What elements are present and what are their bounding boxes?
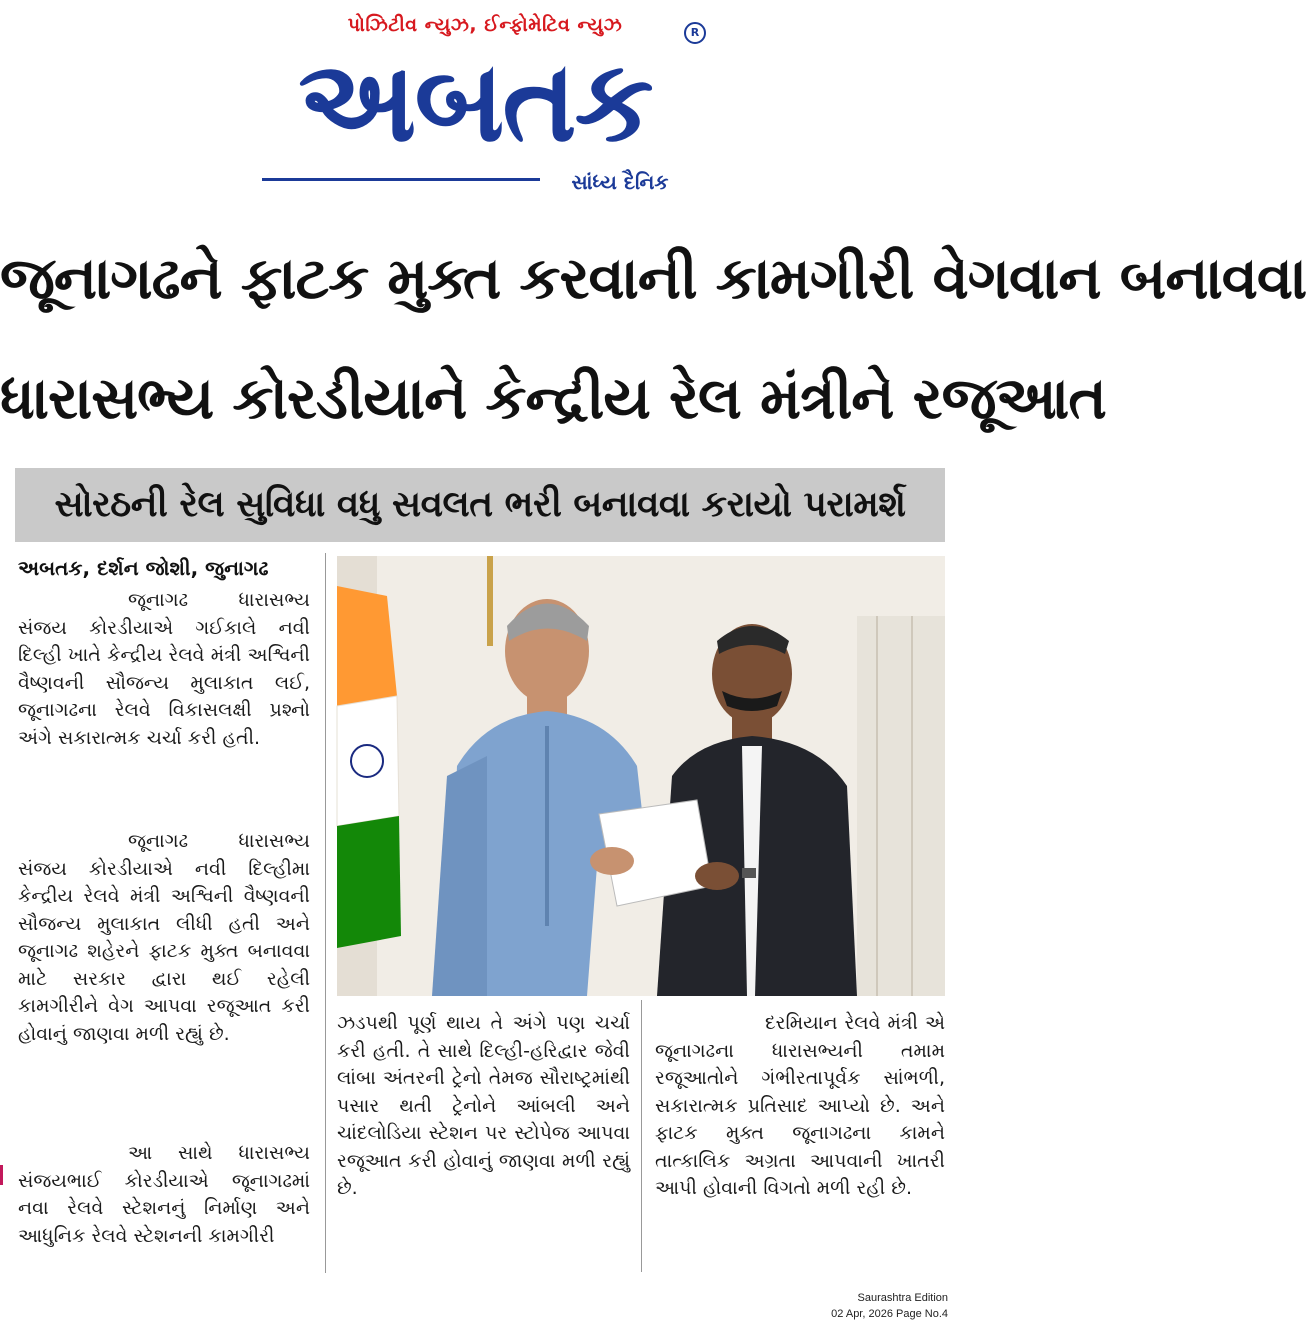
registered-mark-icon: R bbox=[684, 22, 706, 44]
news-photo bbox=[337, 556, 945, 996]
headline-line-1: જૂનાગઢને ફાટક મુક્ત કરવાની કામગીરી વેગવાન બનાવવા bbox=[0, 244, 1306, 312]
photo-illustration bbox=[337, 556, 945, 996]
masthead bbox=[0, 0, 960, 210]
byline: અબતક, દર્શન જોશી, જુનાગઢ bbox=[18, 556, 269, 580]
column-divider-1 bbox=[325, 553, 326, 1273]
logo-underline bbox=[262, 178, 540, 181]
masthead-tagline: પોઝિટીવ ન્યુઝ, ઈન્ફોમેટિવ ન્યુઝ bbox=[347, 14, 623, 36]
article-paragraph-5: દરમિયાન રેલવે મંત્રી એ જૂનાગઢના ધારાસભ્યની તમામ રજૂઆતોને ગંભીરતાપૂર્વક સાંભળી, સકારાત્મક પ્રતિસાદ આપ્યો છે. અને ફાટક મુક્ત જૂનાગઢના કામને તાત્કાલિક અગ્રતા આપવાની ખાતરી આપી હોવાની વિગતો મળી રહી છે. bbox=[655, 1012, 945, 1199]
subheadline-band bbox=[15, 468, 945, 542]
article-paragraph-3: આ સાથે ધારાસભ્ય સંજયભાઈ કોરડીયાએ જૂનાગઢમાં નવા રેલવે સ્ટેશનનું નિર્માણ અને આધુનિક રેલવે સ્ટેશનની કામગીરી bbox=[18, 1142, 310, 1247]
subheadline: સોરઠની રેલ સુવિધા વધુ સવલત ભરી બનાવવા કરાયો પરામર્શ bbox=[54, 484, 906, 525]
article-paragraph-4: ઝડપથી પૂર્ણ થાય તે અંગે પણ ચર્ચા કરી હતી. તે સાથે દિલ્હી-હરિદ્વાર જેવી લાંબા અંતરની ટ્રેનો તેમજ સૌરાષ્ટ્રમાંથી પસાર થતી ટ્રેનોને આંબલી અને ચાંદલોડિયા સ્ટેશન પર સ્ટોપેજ આપવા રજૂઆત કરી હોવાનું જાણવા મળી રહ્યું છે. bbox=[337, 1012, 630, 1199]
edition-name: Saurashtra Edition bbox=[857, 1292, 948, 1304]
article-paragraph-2: જૂનાગઢ ધારાસભ્ય સંજય કોરડીયાએ નવી દિલ્હીમા કેન્દ્રીય રેલવે મંત્રી અશ્વિની વૈષ્ણવની સૌજન્ય મુલાકાત લીધી હતી અને જૂનાગઢ શહેરને ફાટક મુક્ત બનાવવા માટે સરકાર દ્વારા થઈ રહેલી કામગીરીને વેગ આપવા રજૂઆત કરી હોવાનું જાણવા મળી રહ્યું છે. bbox=[18, 830, 310, 1045]
page-edge-marker bbox=[0, 1165, 3, 1185]
newspaper-logo: અબતક bbox=[298, 37, 652, 167]
headline-line-2: ધારાસભ્ય કોરડીયાને કેન્દ્રીય રેલ મંત્રીને રજૂઆત bbox=[0, 364, 1106, 432]
masthead-sub-brand: સાંધ્ય દૈનિક bbox=[571, 170, 669, 194]
article-paragraph-1: જૂનાગઢ ધારાસભ્ય સંજય કોરડીયાએ ગઈકાલે નવી દિલ્હી ખાતે કેન્દ્રીય રેલવે મંત્રી અશ્વિની વૈષ્ણવની સૌજન્ય મુલાકાત લઈ, જૂનાગઢના રેલવે વિકાસલક્ષી પ્રશ્નો અંગે સકારાત્મક ચર્ચા કરી હતી. bbox=[18, 589, 310, 749]
edition-date-page: 02 Apr, 2026 Page No.4 bbox=[831, 1308, 948, 1320]
edition-info bbox=[831, 1290, 948, 1322]
column-divider-2 bbox=[641, 1000, 642, 1272]
